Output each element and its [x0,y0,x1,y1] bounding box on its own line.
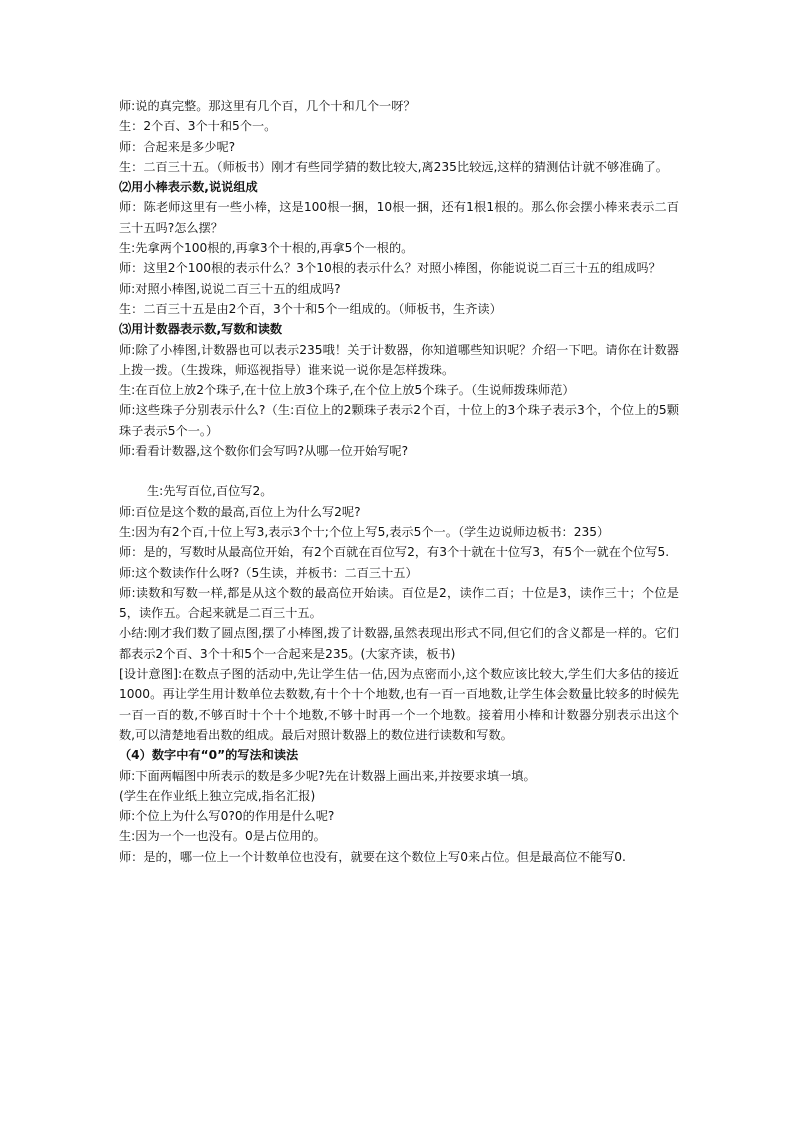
paragraph: 生：二百三十五是由2个百，3个十和5个一组成的。（师板书，生齐读） [119,301,502,316]
paragraph: 师:这些珠子分别表示什么?（生:百位上的2颗珠子表示2个百，十位上的3个珠子表示3个，个位上的5颗珠子表示5个一。） [119,403,679,438]
paragraph: 师:说的真完整。那这里有几个百，几个十和几个一呀？ [119,99,416,113]
paragraph: 师：这里2个100根的表示什么？3个10根的表示什么？对照小棒图，你能说说二百三十五的组成吗？ [119,261,661,276]
paragraph: [设计意图]:在数点子图的活动中,先让学生估一估,因为点密而小,这个数应该比较大,学生们大多估的接近1000。再让学生用计数单位去数数,有十个十个地数,也有一百一百地数,让学生体会数量比较多的时候先一百一百的数,不够百时十个十个地数,不够十时再一个一个地数。接着用小棒和计数器分别表示出这个数,可以清楚地看出数的组成。最后对照计数器上的数位进行读数和写数。 [119,667,679,742]
paragraph: 生:因为有2个百,十位上写3,表示3个十;个位上写5,表示5个一。（学生边说师边板书：235） [119,524,610,539]
document-body [119,96,679,867]
paragraph: 生:先拿两个100根的,再拿3个十根的,再拿5个一根的。 [119,241,414,256]
section-heading: ⑶用计数器表示数,写数和读数 [119,322,283,337]
paragraph: 生：二百三十五。（师板书）刚才有些同学猜的数比较大,离235比较远,这样的猜测估计就不够准确了。 [119,159,668,174]
paragraph: 师：合起来是多少呢? [119,139,236,154]
paragraph: (学生在作业纸上独立完成,指名汇报) [119,788,316,803]
paragraph: 师：是的，哪一位上一个计数单位也没有，就要在这个数位上写0来占位。但是最高位不能写0. [119,849,626,864]
paragraph: 师：是的，写数时从最高位开始，有2个百就在百位写2，有3个十就在十位写3，有5个一就在个位写5. [119,545,670,560]
paragraph: 生:因为一个一也没有。0是占位用的。 [119,829,326,844]
paragraph: 小结:刚才我们数了圆点图,摆了小棒图,拨了计数器,虽然表现出形式不同,但它们的含义都是一样的。它们都表示2个百、3个十和5个一合起来是235。(大家齐读，板书) [119,626,679,661]
paragraph: 生:先写百位,百位写2。 [147,484,273,499]
section-heading: （4）数字中有“0”的写法和读法 [119,748,299,763]
paragraph: 生:在百位上放2个珠子,在十位上放3个珠子,在个位上放5个珠子。（生说师拨珠师范） [119,383,575,398]
paragraph: 师:百位是这个数的最高,百位上为什么写2呢? [119,504,361,519]
section-heading: ⑵用小棒表示数,说说组成 [119,180,258,195]
paragraph: 师：陈老师这里有一些小棒，这是100根一捆，10根一捆，还有1根1根的。那么你会摆小棒来表示二百三十五吗?怎么摆？ [119,200,679,235]
paragraph: 师:除了小棒图,计数器也可以表示235哦！关于计数器，你知道哪些知识呢？介绍一下吧。请你在计数器上拨一拨。（生拨珠，师巡视指导）谁来说一说你是怎样拨珠。 [119,342,679,377]
paragraph: 师:读数和写数一样,都是从这个数的最高位开始读。百位是2，读作二百；十位是3，读作三十；个位是5，读作五。合起来就是二百三十五。 [119,585,679,621]
paragraph: 师:个位上为什么写0?0的作用是什么呢? [119,809,335,824]
paragraph: 师:下面两幅图中所表示的数是多少呢?先在计数器上画出来,并按要求填一填。 [119,768,536,783]
blank-line [119,461,679,481]
paragraph: 师:对照小棒图,说说二百三十五的组成吗? [119,281,341,296]
paragraph: 师:这个数读作什么呀?（5生读，并板书：二百三十五） [119,565,418,580]
paragraph: 生：2个百、3个十和5个一。 [119,119,277,134]
paragraph: 师:看看计数器,这个数你们会写吗?从哪一位开始写呢? [119,444,409,459]
